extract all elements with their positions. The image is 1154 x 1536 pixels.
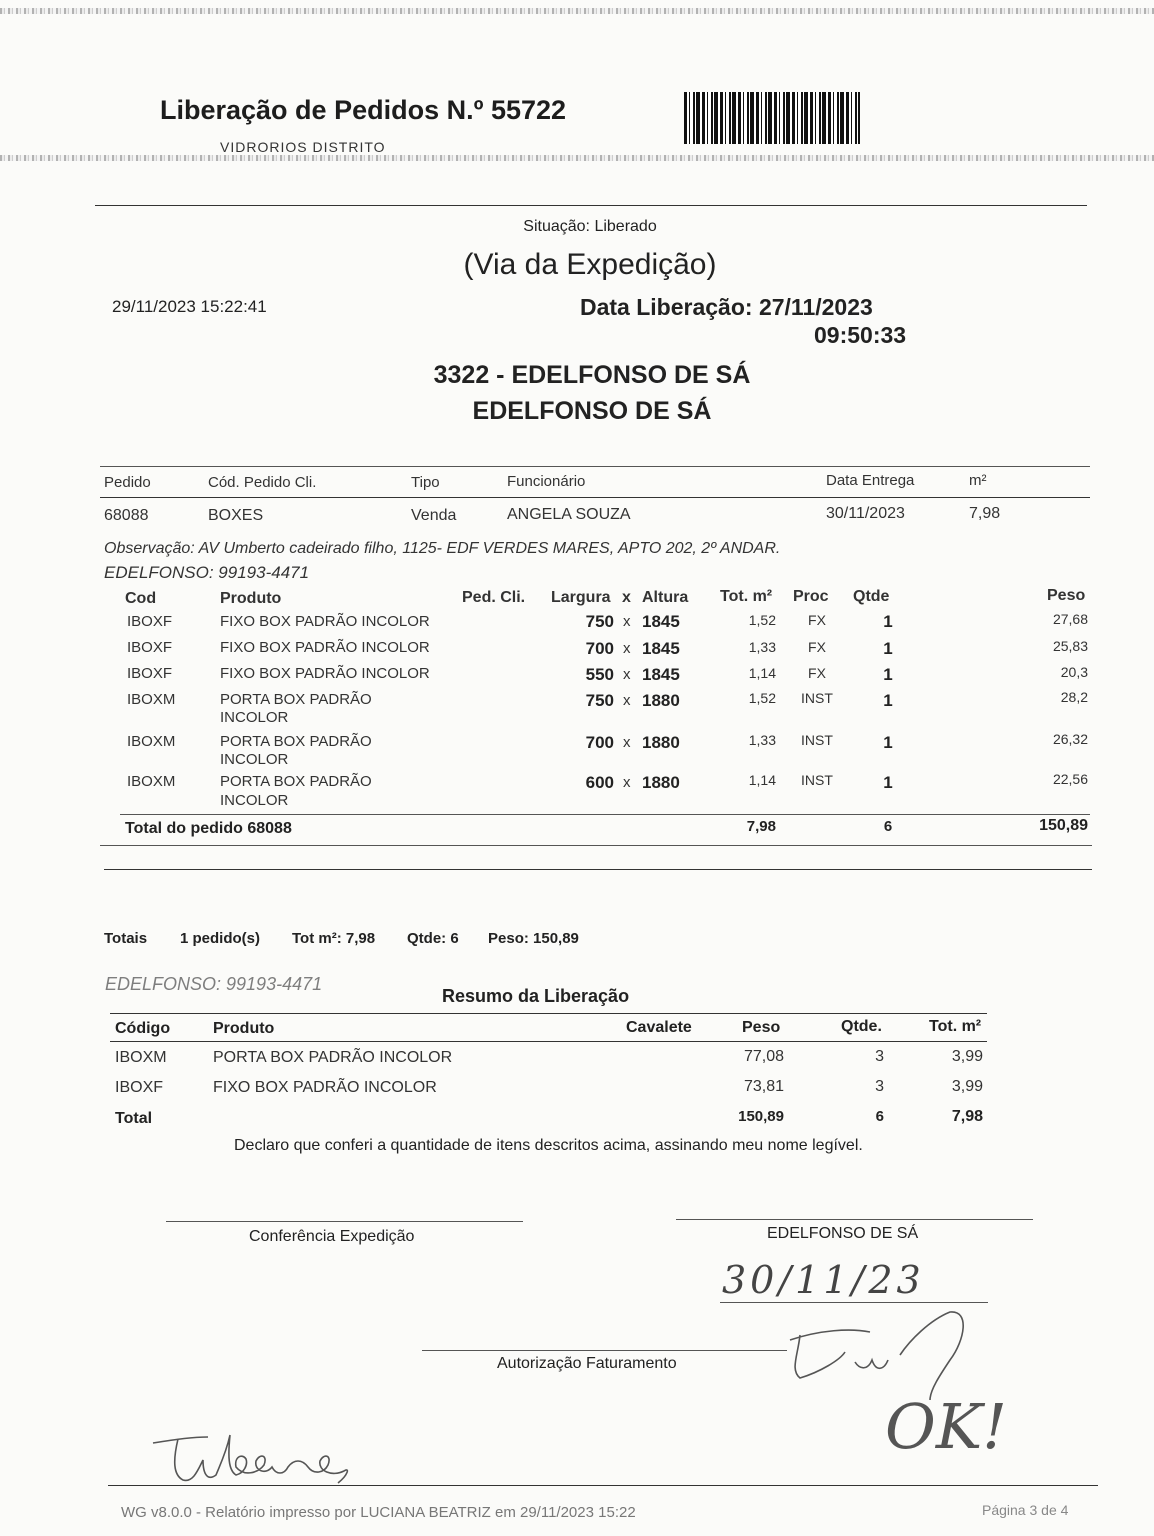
summary-header-produto: Produto [213,1020,275,1037]
divider [100,466,1090,467]
items-header-cod: Cod [125,590,157,607]
item-proc: FX [808,612,826,628]
item-cod: IBOXM [127,691,176,708]
item-altura: 1845 [642,612,680,631]
divider [100,845,1092,846]
item-produto-line-2: INCOLOR [220,792,289,809]
summary-produto: PORTA BOX PADRÃO INCOLOR [213,1049,453,1066]
order-header-tipo: Tipo [411,474,440,491]
order-header-cod-cli: Cód. Pedido Cli. [208,474,317,491]
order-data-entrega: 30/11/2023 [826,505,905,522]
order-header-funcionario: Funcionário [507,473,586,490]
summary-header-codigo: Código [115,1020,171,1037]
scan-noise-header [0,155,1154,161]
document-title: Liberação de Pedidos N.º 55722 [160,95,567,125]
handwritten-ok: OK! [885,1390,1008,1463]
item-cod: IBOXM [127,733,176,750]
item-altura: 1880 [642,691,680,710]
divider [95,205,1087,206]
item-tot-m2: 1,14 [748,772,776,788]
ghost-text: EDELFONSO: 99193-4471 [105,974,323,994]
item-tot-m2: 1,33 [748,732,776,748]
signature-line [422,1350,787,1351]
item-x: x [623,666,631,683]
signature-label-client: EDELFONSO DE SÁ [767,1225,919,1242]
divider [120,814,1090,815]
item-cod: IBOXF [127,613,173,630]
summary-total-peso: 150,89 [738,1108,784,1125]
order-total-label: Total do pedido 68088 [125,820,292,837]
order-header-m2: m² [969,472,987,489]
item-peso: 26,32 [1052,731,1088,747]
item-proc: INST [801,772,833,788]
item-qtde: 1 [883,665,893,684]
summary-tot-m2: 3,99 [951,1078,983,1095]
summary-qtde: 3 [875,1078,884,1095]
item-largura: 600 [585,773,614,792]
barcode-icon [684,92,860,144]
item-peso: 25,83 [1052,638,1088,654]
item-produto: FIXO BOX PADRÃO INCOLOR [220,639,430,656]
order-total-qtde: 6 [883,818,893,835]
item-peso: 22,56 [1052,771,1088,787]
item-produto: FIXO BOX PADRÃO INCOLOR [220,665,430,682]
item-produto: FIXO BOX PADRÃO INCOLOR [220,613,430,630]
order-header-pedido: Pedido [104,474,151,491]
items-header-largura: Largura [551,589,611,606]
footer-page-number: Página 3 de 4 [982,1502,1069,1518]
client-code-name: 3322 - EDELFONSO DE SÁ [433,361,751,389]
summary-tot-m2: 3,99 [951,1048,983,1065]
summary-peso: 77,08 [743,1048,784,1065]
item-qtde: 1 [883,612,893,631]
item-tot-m2: 1,33 [748,639,776,655]
item-x: x [623,734,631,751]
company-name: VIDRORIOS DISTRITO [220,139,386,155]
item-largura: 700 [585,639,614,658]
order-pedido: 68088 [104,507,149,524]
summary-peso: 73,81 [743,1078,784,1095]
item-produto-line-2: INCOLOR [220,751,289,768]
summary-header-peso: Peso [742,1019,781,1036]
signature-label-autorizacao: Autorização Faturamento [497,1355,677,1372]
item-x: x [623,613,631,630]
item-proc: FX [808,639,826,655]
divider [110,1041,987,1042]
summary-header-qtde: Qtde. [841,1018,882,1035]
summary-total-qtde: 6 [875,1108,884,1125]
item-x: x [623,640,631,657]
item-proc: FX [808,665,826,681]
item-x: x [623,692,631,709]
item-cod: IBOXM [127,773,176,790]
items-header-ped-cli: Ped. Cli. [462,589,526,606]
items-header-proc: Proc [793,588,829,605]
totals-peso: Peso: 150,89 [488,930,579,947]
items-header-x: x [622,589,631,606]
item-qtde: 1 [883,691,893,710]
summary-header-tot-m2: Tot. m² [929,1018,982,1035]
item-largura: 750 [585,612,614,631]
summary-codigo: IBOXF [115,1079,164,1096]
item-largura: 550 [585,665,614,684]
footer-divider [108,1485,1098,1486]
item-peso: 27,68 [1052,611,1088,627]
order-tipo: Venda [411,507,457,524]
totals-m2: Tot m²: 7,98 [292,930,376,947]
divider [110,1013,987,1014]
footer-printed-by: WG v8.0.0 - Relatório impresso por LUCIANA BEATRIZ em 29/11/2023 15:22 [121,1504,636,1521]
item-tot-m2: 1,14 [748,665,776,681]
client-name: EDELFONSO DE SÁ [472,397,712,425]
item-altura: 1845 [642,665,680,684]
divider [104,869,1092,870]
item-produto: PORTA BOX PADRÃO [220,773,372,790]
status-text: Situação: Liberado [523,218,657,235]
item-produto: PORTA BOX PADRÃO [220,733,372,750]
item-largura: 750 [585,691,614,710]
item-qtde: 1 [883,733,893,752]
summary-total-tot-m2: 7,98 [951,1108,983,1125]
order-total-m2: 7,98 [746,818,776,835]
item-tot-m2: 1,52 [748,612,776,628]
summary-total-label: Total [115,1110,153,1127]
item-cod: IBOXF [127,665,173,682]
item-produto-line-2: INCOLOR [220,709,289,726]
items-header-qtde: Qtde [853,588,890,605]
divider [100,497,1090,498]
item-altura: 1880 [642,773,680,792]
item-qtde: 1 [883,773,893,792]
item-altura: 1880 [642,733,680,752]
summary-codigo: IBOXM [115,1049,167,1066]
items-header-peso: Peso [1047,587,1086,604]
totals-qtde: Qtde: 6 [407,930,459,947]
summary-title: Resumo da Liberação [442,986,630,1006]
copy-label: (Via da Expedição) [463,248,717,281]
item-peso: 20,3 [1060,664,1088,680]
order-cod-cli: BOXES [208,507,264,524]
item-x: x [623,774,631,791]
item-cod: IBOXF [127,639,173,656]
items-header-altura: Altura [642,589,689,606]
release-time: 09:50:33 [814,322,907,348]
item-produto: PORTA BOX PADRÃO [220,691,372,708]
order-header-data-entrega: Data Entrega [826,472,915,489]
observation-line-2: EDELFONSO: 99193-4471 [104,563,310,582]
items-header-tot-m2: Tot. m² [720,588,773,605]
summary-header-cavalete: Cavalete [626,1019,692,1036]
item-largura: 700 [585,733,614,752]
order-total-peso: 150,89 [1039,817,1088,834]
order-funcionario: ANGELA SOUZA [507,506,631,523]
observation-line-1: Observação: AV Umberto cadeirado filho, 1125- EDF VERDES MARES, APTO 202, 2º ANDAR. [104,540,781,557]
items-header-produto: Produto [220,590,282,607]
item-qtde: 1 [883,639,893,658]
declaration-text: Declaro que conferi a quantidade de itens descritos acima, assinando meu nome legível. [234,1137,863,1154]
signature-label-conferencia: Conferência Expedição [249,1228,415,1245]
item-tot-m2: 1,52 [748,690,776,706]
scan-noise-top [0,8,1154,14]
item-peso: 28,2 [1060,689,1088,705]
totals-label: Totais [104,930,148,947]
item-proc: INST [801,690,833,706]
handwritten-date: 30/11/23 [722,1258,925,1302]
summary-qtde: 3 [875,1048,884,1065]
totals-pedidos: 1 pedido(s) [180,930,261,947]
signature-line [676,1219,1033,1220]
item-altura: 1845 [642,639,680,658]
order-m2: 7,98 [969,505,1001,522]
signature-line [166,1221,523,1222]
item-proc: INST [801,732,833,748]
summary-produto: FIXO BOX PADRÃO INCOLOR [213,1079,437,1096]
release-date: Data Liberação: 27/11/2023 [580,294,873,320]
printed-timestamp: 29/11/2023 15:22:41 [112,297,267,316]
